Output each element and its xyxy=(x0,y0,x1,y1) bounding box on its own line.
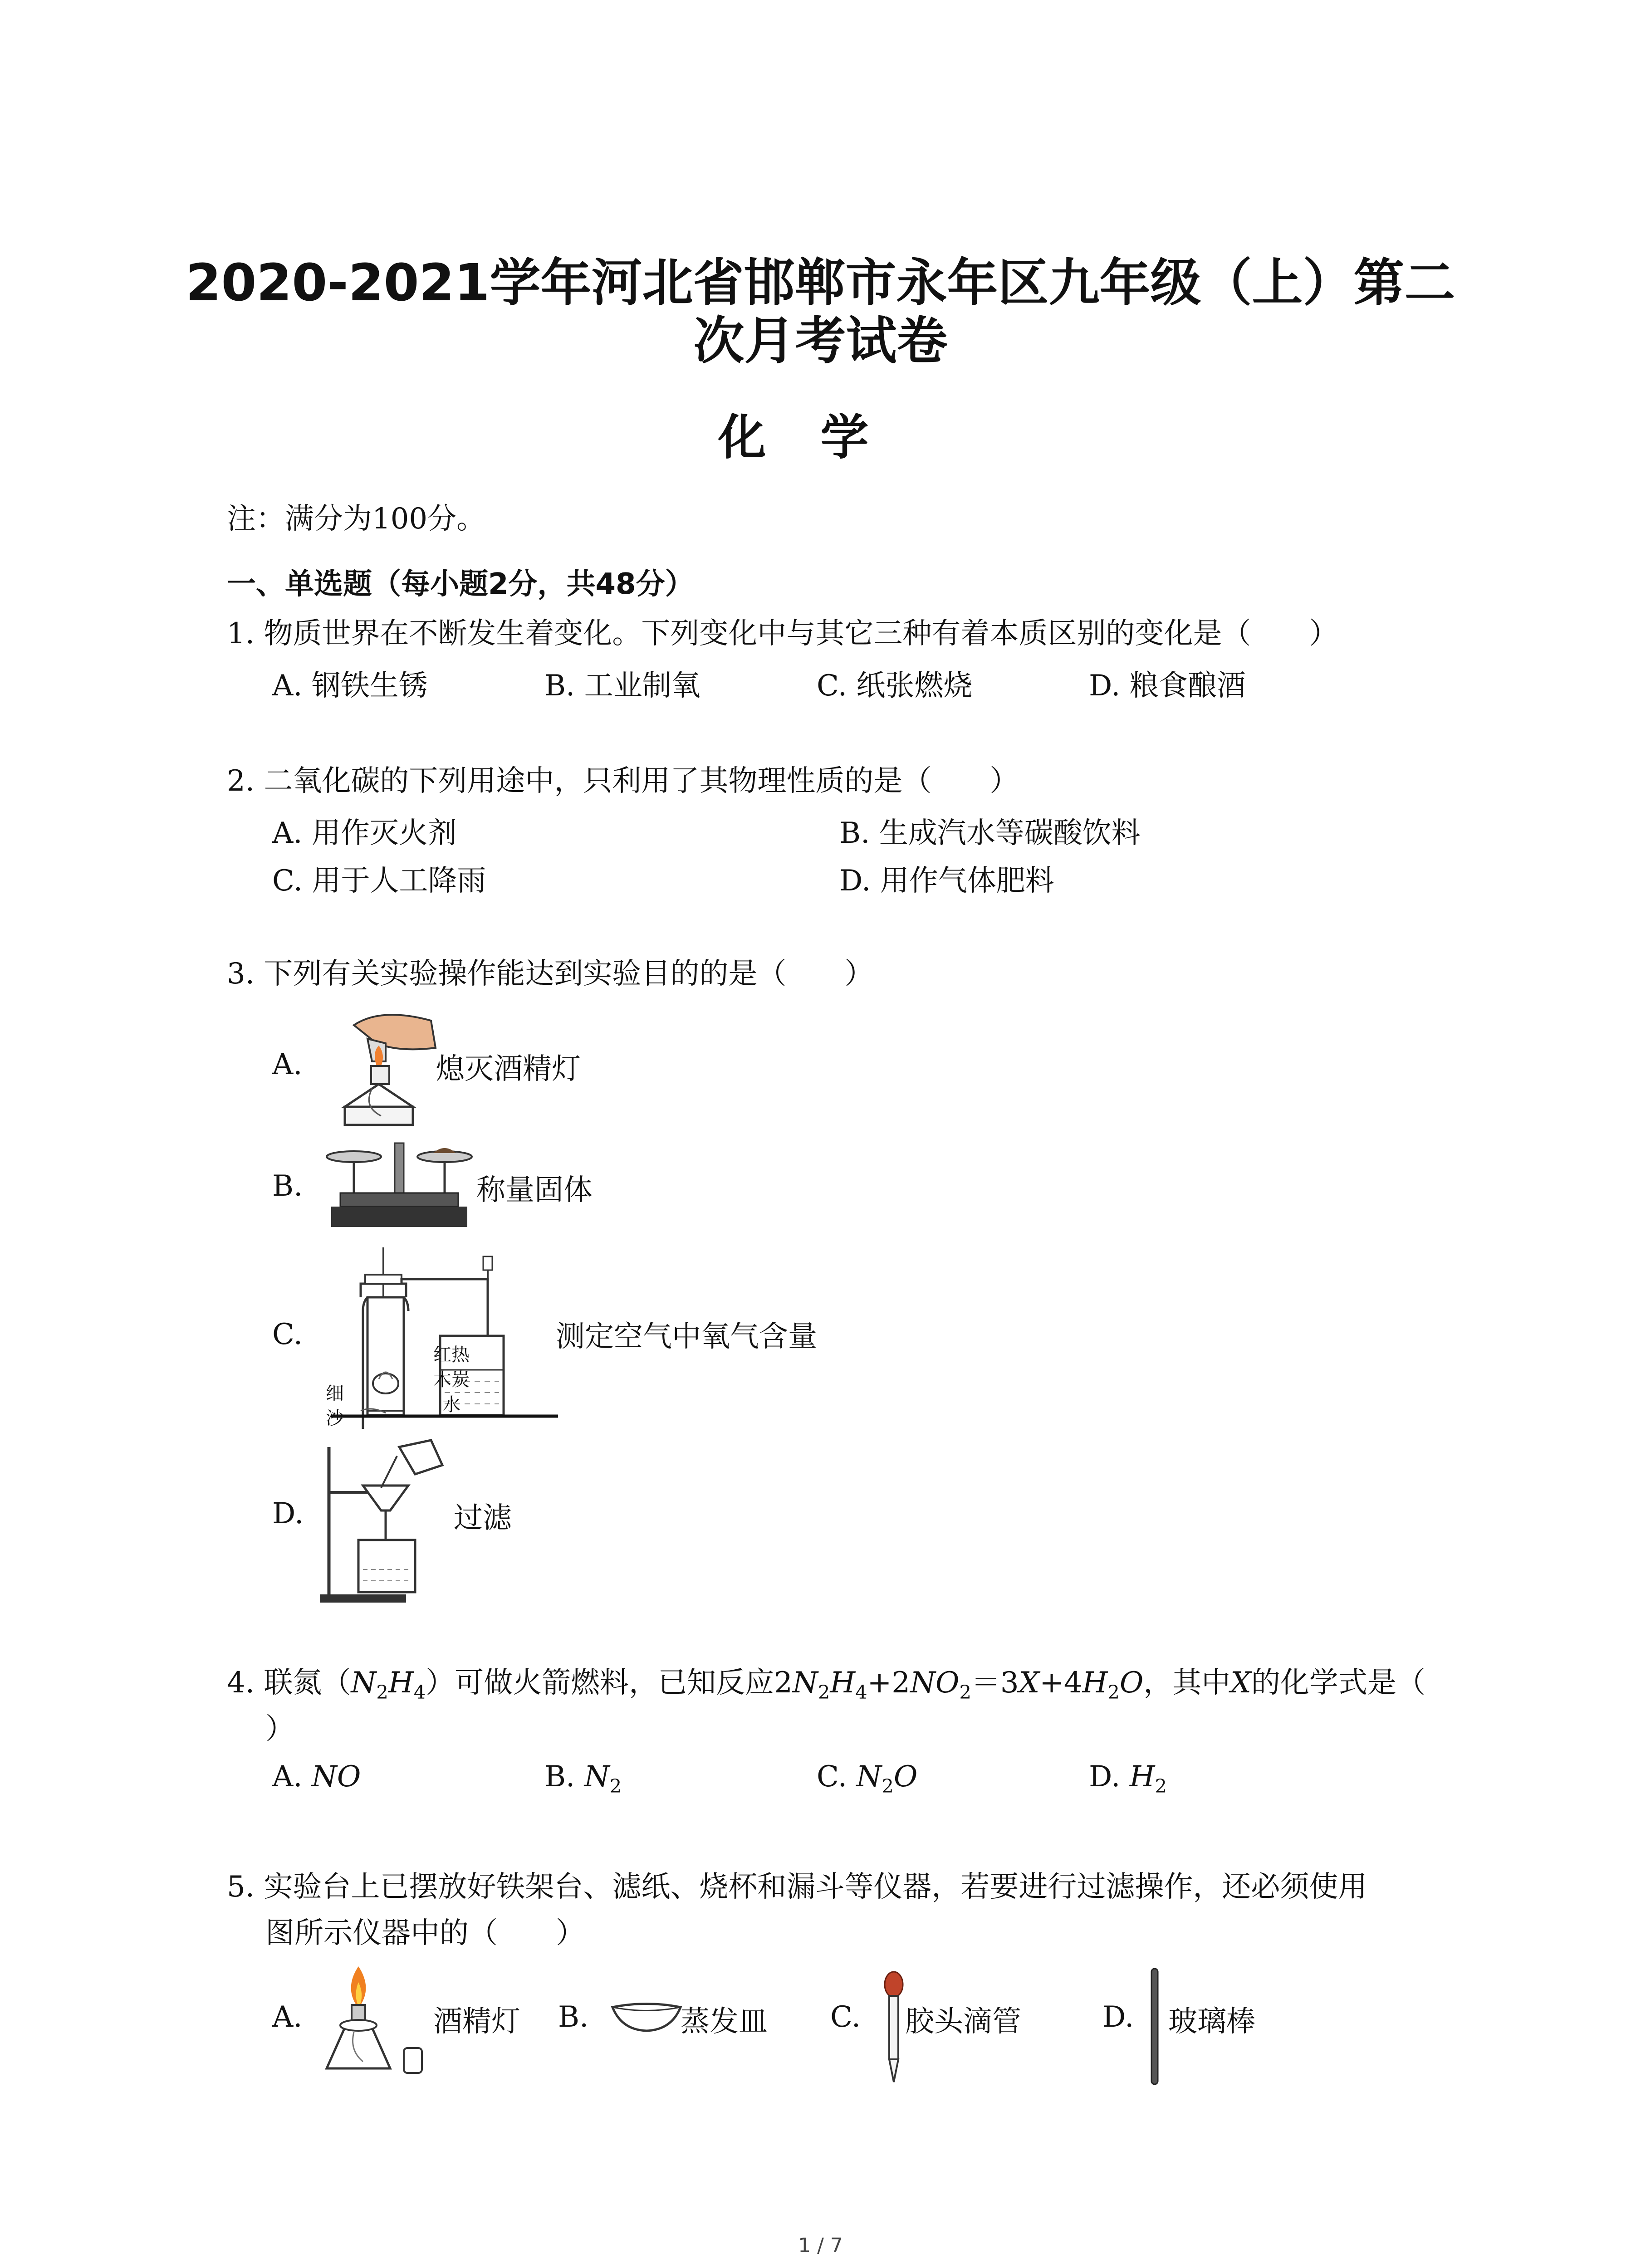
q4-option-d: D. $H_2$ xyxy=(1089,1760,1167,1797)
question-1-stem: 1. 物质世界在不断发生着变化。下列变化中与其它三种有着本质区别的变化是（ ） xyxy=(227,617,1338,650)
q3c-tag-charcoal: 木炭 xyxy=(433,1369,470,1390)
score-note: 注：满分为100分。 xyxy=(227,502,486,536)
q4-stem-prefix: 4. 联氮（ xyxy=(227,1666,351,1700)
question-3-stem: 3. 下列有关实验操作能达到实验目的的是（ ） xyxy=(227,957,874,991)
q4-stem-x: X xyxy=(1230,1666,1251,1700)
q1-option-d: D. 粮食酿酒 xyxy=(1089,669,1246,703)
q5-option-b-label: 蒸发皿 xyxy=(681,2005,768,2038)
q3-option-c-label: 测定空气中氧气含量 xyxy=(556,1320,817,1354)
q3-option-b-label: 称量固体 xyxy=(476,1173,593,1207)
subject-title: 化学 xyxy=(718,410,923,465)
q1-option-a: A. 钢铁生锈 xyxy=(272,669,428,703)
q3c-tag-fine-1: 细 xyxy=(326,1383,344,1404)
page-title-line2: 次月考试卷 xyxy=(693,312,948,371)
page-number: 1 / 7 xyxy=(798,2234,843,2257)
q3-option-a-label: 熄灭酒精灯 xyxy=(436,1052,581,1086)
section-title: 一、单选题（每小题2分，共48分） xyxy=(227,567,694,601)
q3-option-c-letter: C. xyxy=(272,1318,303,1351)
q3-option-d-letter: D. xyxy=(272,1497,304,1530)
q3-option-d-label: 过滤 xyxy=(454,1501,512,1535)
q2-option-b: B. 生成汽水等碳酸饮料 xyxy=(839,816,1141,850)
q5-option-b-letter: B. xyxy=(558,2000,589,2034)
question-5-stem-line1: 5. 实验台上已摆放好铁架台、滤纸、烧杯和漏斗等仪器，若要进行过滤操作，还必须使用 xyxy=(227,1870,1367,1904)
q4-formula-n2h4: $N_2H_4$ xyxy=(351,1666,426,1703)
q4-option-a: A. NO xyxy=(272,1760,361,1794)
q5-option-c-label: 胶头滴管 xyxy=(905,2005,1021,2038)
q5-option-c-letter: C. xyxy=(830,2000,861,2034)
q3c-tag-sand-2: 沙 xyxy=(326,1408,344,1429)
question-4-stem xyxy=(227,1664,1425,1711)
glass-rod-image xyxy=(1148,1966,1161,2089)
filtration-apparatus xyxy=(318,1438,467,1606)
q2-option-c: C. 用于人工降雨 xyxy=(272,864,486,898)
q5-option-d-letter: D. xyxy=(1102,2000,1134,2034)
extinguish-lamp-image xyxy=(318,998,440,1134)
q4-stem-end: 的化学式是（ xyxy=(1251,1666,1425,1700)
alcohol-lamp-image xyxy=(318,1964,436,2082)
q3c-tag-red-hot: 红热 xyxy=(433,1344,470,1365)
q5-option-a-letter: A. xyxy=(272,2000,303,2034)
q4-option-c: C. $N_2O$ xyxy=(817,1760,918,1797)
evaporating-dish-image xyxy=(608,1998,685,2034)
q4-stem-line2: ） xyxy=(265,1712,294,1746)
question-2-stem: 2. 二氧化碳的下列用途中，只利用了其物理性质的是（ ） xyxy=(227,764,1019,798)
q1-option-c: C. 纸张燃烧 xyxy=(817,669,973,703)
q1-option-b: B. 工业制氧 xyxy=(544,669,700,703)
q2-option-a: A. 用作灭火剂 xyxy=(272,816,457,850)
q4-reaction-equation: $2N_2H_4+2NO_2=3X+4H_2O$ xyxy=(774,1666,1144,1703)
page-title: 2020-2021学年河北省邯郸市永年区九年级（上）第二 xyxy=(186,254,1455,313)
q4-stem-mid2: ，其中 xyxy=(1143,1666,1231,1700)
oxygen-measurement-apparatus xyxy=(322,1247,558,1429)
q5-option-d-label: 玻璃棒 xyxy=(1168,2005,1255,2038)
dropper-image xyxy=(880,1969,907,2087)
q3-option-a-letter: A. xyxy=(272,1048,303,1081)
question-5-stem-line2: 图所示仪器中的（ ） xyxy=(265,1916,585,1950)
q3-option-b-letter: B. xyxy=(272,1169,303,1203)
q4-option-b: B. $N_2$ xyxy=(544,1760,622,1797)
q2-option-d: D. 用作气体肥料 xyxy=(839,864,1054,898)
q4-stem-mid1: ）可做火箭燃料，已知反应 xyxy=(426,1666,774,1700)
balance-scale-image xyxy=(322,1134,476,1238)
q5-option-a-label: 酒精灯 xyxy=(433,2005,520,2038)
q3c-tag-water: 水 xyxy=(442,1394,460,1415)
